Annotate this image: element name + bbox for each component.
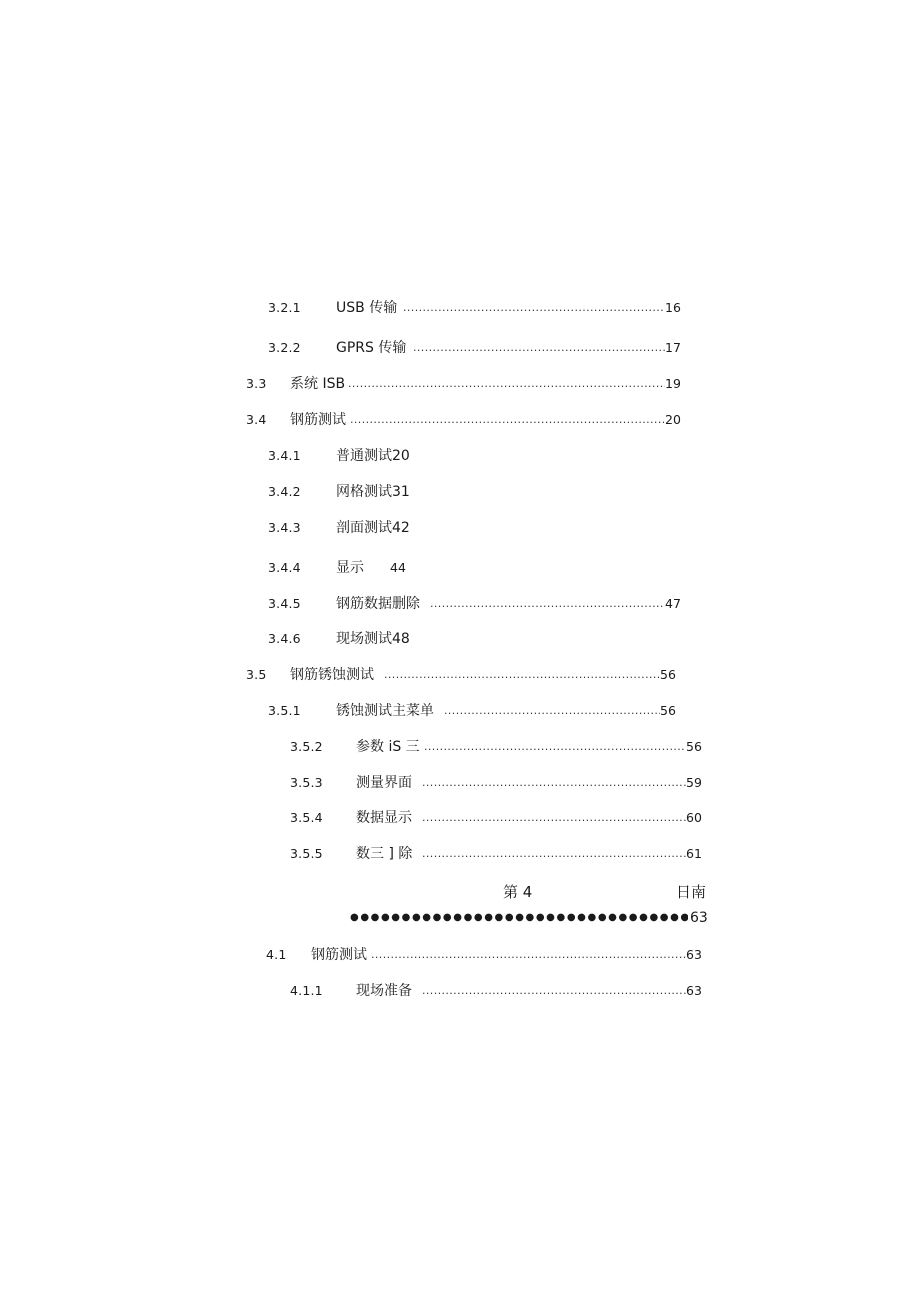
toc-entry-3-5-2 (290, 736, 708, 758)
toc-entry-3-4-1 (268, 445, 568, 467)
entry-number: 3.5.2 (290, 739, 323, 754)
entry-number: 3.2.1 (268, 300, 301, 315)
entry-title: 数据显示 (356, 810, 412, 826)
leader-dots (384, 664, 660, 686)
leader-dots (422, 843, 686, 865)
entry-title: 钢筋测试 (290, 412, 346, 428)
entry-number: 3.3 (246, 376, 267, 391)
entry-number: 3.4 (246, 412, 267, 427)
leader-dots (348, 373, 665, 395)
entry-title: 剖面测试42 (336, 520, 410, 536)
entry-title: 测量界面 (356, 775, 412, 791)
leader-dots (371, 944, 686, 966)
toc-entry-3-4-5 (268, 593, 688, 615)
entry-page: 60 (686, 810, 702, 825)
entry-title: 现场测试48 (336, 631, 410, 647)
entry-page: 19 (665, 376, 681, 391)
entry-page: 17 (665, 340, 681, 355)
entry-number: 3.4.1 (268, 448, 301, 463)
entry-page: 47 (665, 596, 681, 611)
toc-entry-3-4-2 (268, 481, 568, 503)
entry-title: GPRS 传输 (336, 340, 407, 356)
entry-page: 16 (665, 300, 681, 315)
entry-number: 3.4.3 (268, 520, 301, 535)
entry-page: 56 (660, 667, 676, 682)
entry-page: 44 (390, 560, 406, 575)
leader-dots (444, 700, 660, 722)
chapter-leader-row (350, 907, 710, 929)
entry-title: 现场准备 (356, 983, 412, 999)
toc-entry-3-2-2 (268, 337, 688, 359)
entry-page: 59 (686, 775, 702, 790)
leader-dots (350, 409, 665, 431)
leader-bullets (350, 907, 688, 929)
chapter-heading-right: 日南 (676, 883, 707, 901)
entry-number: 3.2.2 (268, 340, 301, 355)
entry-page: 56 (660, 703, 676, 718)
entry-number: 3.5.1 (268, 703, 301, 718)
entry-page: 56 (686, 739, 702, 754)
entry-number: 3.4.6 (268, 631, 301, 646)
entry-title: USB 传输 (336, 300, 398, 316)
chapter-page: 63 (690, 910, 708, 926)
entry-number: 3.5.5 (290, 846, 323, 861)
entry-title: 钢筋测试 (311, 947, 367, 963)
toc-entry-3-3 (246, 373, 688, 395)
toc-entry-3-5-5 (290, 843, 708, 865)
entry-title: 普通测试20 (336, 448, 410, 464)
toc-entry-3-4-6 (268, 628, 568, 650)
entry-title: 钢筋锈蚀测试 (290, 667, 374, 683)
entry-title: 网格测试31 (336, 484, 410, 500)
leader-dots (422, 807, 686, 829)
toc-entry-4-1-1 (290, 980, 708, 1002)
leader-dots (403, 297, 665, 319)
toc-entry-3-4-4 (268, 557, 568, 579)
entry-page: 63 (686, 947, 702, 962)
entry-number: 3.5 (246, 667, 267, 682)
leader-dots (422, 772, 686, 794)
entry-number: 3.5.3 (290, 775, 323, 790)
entry-title: 数三 ] 除 (356, 846, 413, 862)
entry-page: 63 (686, 983, 702, 998)
entry-number: 4.1 (266, 947, 287, 962)
entry-number: 3.4.2 (268, 484, 301, 499)
toc-entry-3-5-4 (290, 807, 708, 829)
entry-number: 3.4.5 (268, 596, 301, 611)
toc-entry-4-1 (266, 944, 708, 966)
leader-dots (422, 980, 686, 1002)
entry-number: 4.1.1 (290, 983, 323, 998)
leader-dots (424, 736, 686, 758)
entry-page: 20 (665, 412, 681, 427)
leader-dots (430, 593, 665, 615)
entry-title: 锈蚀测试主菜单 (336, 703, 434, 719)
entry-title: 参数 iS 三 (356, 739, 420, 755)
toc-entry-3-4-3 (268, 517, 568, 539)
toc-entry-3-2-1 (268, 297, 688, 319)
chapter-heading-left: 第 4 (503, 883, 533, 901)
entry-number: 3.5.4 (290, 810, 323, 825)
entry-page: 61 (686, 846, 702, 861)
toc-entry-3-4 (246, 409, 688, 431)
entry-title: 显示 (336, 560, 364, 576)
entry-title: 系统 ISB (290, 376, 346, 392)
entry-number: 3.4.4 (268, 560, 301, 575)
toc-entry-3-5 (246, 664, 686, 686)
toc-entry-3-5-1 (268, 700, 686, 722)
toc-entry-3-5-3 (290, 772, 708, 794)
entry-title: 钢筋数据删除 (336, 596, 420, 612)
leader-dots (413, 337, 665, 359)
